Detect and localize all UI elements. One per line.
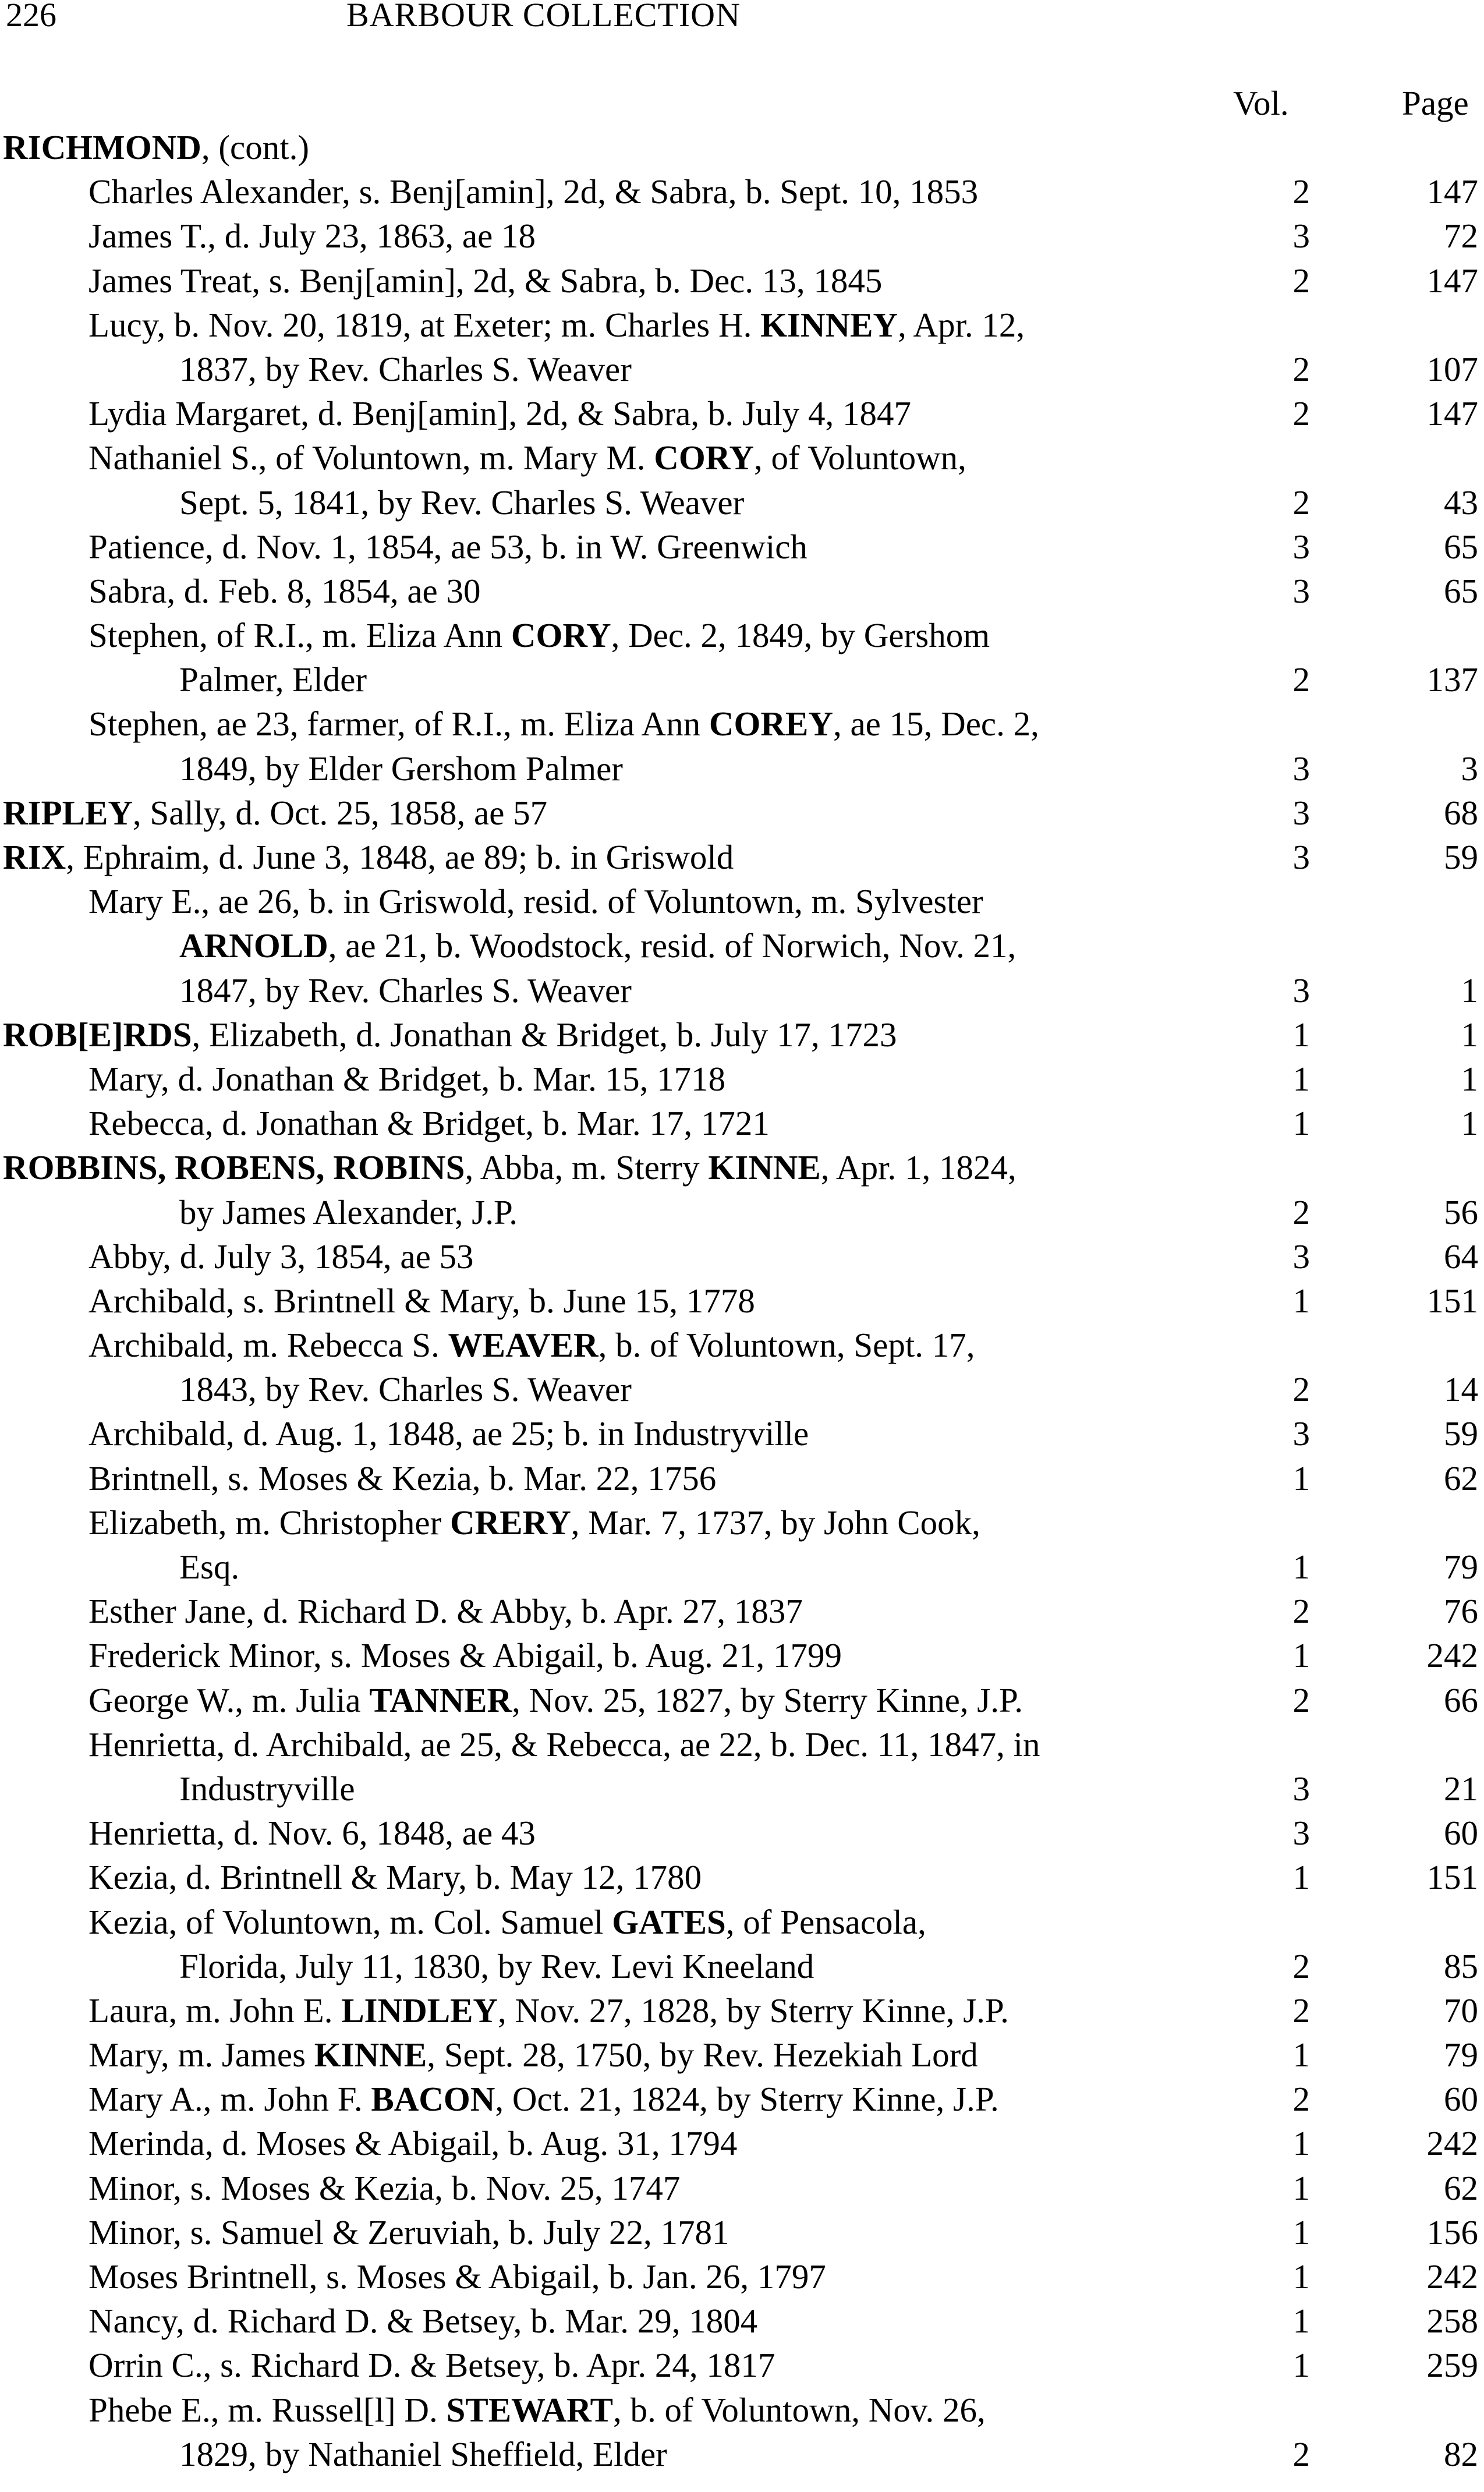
entry-line — [0, 968, 1484, 1013]
entry-text-part: James Treat, s. Benj[amin], 2d, & Sabra, b. Dec. 13, 1845 — [88, 261, 883, 300]
entry-text-part: , Apr. 1, 1824, — [820, 1148, 1017, 1187]
entry-text — [88, 1500, 980, 1545]
entry-text-part: , b. of Voluntown, Nov. 26, — [613, 2390, 986, 2429]
page-reference: 62 — [1444, 1459, 1478, 1498]
entry-text-part: Mary, d. Jonathan & Bridget, b. Mar. 15, 1718 — [88, 1059, 726, 1098]
page-reference: 107 — [1426, 349, 1478, 388]
page-reference: 59 — [1444, 1414, 1478, 1453]
entry-text-part: , of Pensacola, — [725, 1902, 926, 1941]
entry-line — [0, 436, 1484, 480]
page-reference: 151 — [1426, 1281, 1478, 1320]
entry-text-part: Lydia Margaret, d. Benj[amin], 2d, & Sabra, b. July 4, 1847 — [88, 394, 912, 433]
surname-text: RIPLEY — [3, 793, 133, 832]
entry-line — [0, 1900, 1484, 1944]
entry-text-part: Moses Brintnell, s. Moses & Abigail, b. Jan. 26, 1797 — [88, 2257, 826, 2296]
entry-text-part: Henrietta, d. Archibald, ae 25, & Rebecca, ae 22, b. Dec. 11, 1847, in — [88, 1725, 1040, 1764]
page-reference: 3 — [1461, 749, 1478, 788]
entry-text-part: , b. of Voluntown, Sept. 17, — [598, 1326, 975, 1365]
entry-line — [0, 2077, 1484, 2121]
entry-line — [0, 303, 1484, 347]
entry-text-part: , ae 15, Dec. 2, — [833, 705, 1039, 744]
entry-line — [0, 879, 1484, 923]
entry-text — [179, 2432, 667, 2476]
entry-text — [88, 259, 882, 303]
page-reference: 64 — [1444, 1237, 1478, 1276]
page-reference: 258 — [1426, 2302, 1478, 2341]
entry-text-part: Lucy, b. Nov. 20, 1819, at Exeter; m. Charles H. — [88, 305, 761, 344]
entry-text-part: Frederick Minor, s. Moses & Abigail, b. Aug. 21, 1799 — [88, 1636, 842, 1675]
surname-entry-line — [0, 791, 1484, 835]
entry-line — [0, 259, 1484, 303]
entry-line — [0, 569, 1484, 613]
entry-line — [0, 1500, 1484, 1545]
entry-text — [179, 1545, 239, 1589]
page-reference: 82 — [1444, 2434, 1478, 2473]
entry-line — [0, 1633, 1484, 1677]
entry-line — [0, 2121, 1484, 2165]
entry-text-part: Florida, July 11, 1830, by Rev. Levi Kneeland — [179, 1946, 814, 1985]
page-reference: 21 — [1444, 1769, 1478, 1808]
entry-text — [88, 2343, 775, 2387]
entry-text-part: Sept. 5, 1841, by Rev. Charles S. Weaver — [179, 483, 745, 522]
page-reference: 242 — [1426, 2124, 1478, 2163]
volume-number: 3 — [1292, 749, 1310, 788]
entry-line — [0, 169, 1484, 214]
volume-number: 2 — [1292, 1680, 1310, 1719]
page-reference: 65 — [1444, 527, 1478, 566]
entry-line — [0, 347, 1484, 391]
entry-text — [88, 2254, 826, 2299]
surname-text: RICHMOND — [3, 128, 201, 167]
entry-text — [179, 347, 632, 391]
entry-line — [0, 1589, 1484, 1633]
entry-text — [179, 1190, 518, 1234]
volume-number: 2 — [1292, 1592, 1310, 1631]
entry-text-part: Orrin C., s. Richard D. & Betsey, b. Apr. 24, 1817 — [88, 2346, 775, 2385]
entry-text — [88, 1234, 474, 1279]
entry-text-part: Stephen, of R.I., m. Eliza Ann — [88, 616, 511, 655]
entry-text — [88, 1057, 725, 1101]
entry-text — [88, 1456, 716, 1500]
entry-text-part: Esq. — [179, 1548, 240, 1586]
page-header — [0, 0, 1484, 41]
entry-text-part: Merinda, d. Moses & Abigail, b. Aug. 31, 1794 — [88, 2124, 738, 2163]
volume-number: 2 — [1292, 2434, 1310, 2473]
entry-line — [0, 923, 1484, 968]
page-reference: 65 — [1444, 571, 1478, 610]
volume-number: 3 — [1292, 1414, 1310, 1453]
entry-text — [88, 2299, 757, 2343]
page-reference: 1 — [1461, 971, 1478, 1010]
entry-line — [0, 1057, 1484, 1101]
volume-number: 1 — [1292, 2346, 1310, 2385]
entry-text-part: Archibald, d. Aug. 1, 1848, ae 25; b. in Industryville — [88, 1414, 809, 1453]
volume-number: 2 — [1292, 1991, 1310, 2030]
page-reference: 79 — [1444, 1548, 1478, 1586]
surname-text: GATES — [612, 1902, 726, 1941]
entry-text — [88, 613, 990, 657]
entry-line — [0, 1411, 1484, 1456]
entry-text-part: Mary, m. James — [88, 2036, 314, 2075]
entry-text — [88, 1900, 926, 1944]
entry-text — [88, 1811, 536, 1855]
page-reference: 242 — [1426, 2257, 1478, 2296]
volume-number: 3 — [1292, 971, 1310, 1010]
surname-text: BACON — [371, 2080, 495, 2119]
entry-text — [88, 1411, 809, 1456]
entry-text-part: Kezia, of Voluntown, m. Col. Samuel — [88, 1902, 612, 1941]
entry-text — [88, 1279, 755, 1323]
volume-number: 3 — [1292, 571, 1310, 610]
entry-text — [88, 2210, 729, 2254]
volume-number: 1 — [1292, 1281, 1310, 1320]
entry-line — [0, 391, 1484, 436]
entry-text-part: 1837, by Rev. Charles S. Weaver — [179, 349, 632, 388]
entry-text — [88, 1988, 1009, 2033]
entry-text-part: Minor, s. Samuel & Zeruviah, b. July 22, 1781 — [88, 2213, 729, 2252]
entry-text — [88, 214, 536, 258]
entry-text — [88, 525, 807, 569]
entry-text-part: Abby, d. July 3, 1854, ae 53 — [88, 1237, 474, 1276]
entry-line — [0, 2166, 1484, 2210]
volume-number: 2 — [1292, 483, 1310, 522]
entry-text-part: Rebecca, d. Jonathan & Bridget, b. Mar. 17, 1721 — [88, 1104, 770, 1143]
page-reference: 242 — [1426, 1636, 1478, 1675]
page-reference: 156 — [1426, 2213, 1478, 2252]
volume-number: 3 — [1292, 217, 1310, 256]
page-reference: 151 — [1426, 1858, 1478, 1897]
entry-text — [88, 1589, 803, 1633]
entry-text-part: , Apr. 12, — [898, 305, 1025, 344]
volume-number: 2 — [1292, 394, 1310, 433]
entry-text-part: , Ephraim, d. June 3, 1848, ae 89; b. in Griswold — [66, 838, 734, 876]
entry-line — [0, 1367, 1484, 1411]
volume-number: 1 — [1292, 1104, 1310, 1143]
entry-text-part: Brintnell, s. Moses & Kezia, b. Mar. 22, 1756 — [88, 1459, 717, 1498]
volume-number: 1 — [1292, 2036, 1310, 2075]
volume-number: 1 — [1292, 2124, 1310, 2163]
entry-text — [88, 1855, 702, 1899]
entry-list — [0, 125, 1484, 2476]
entry-text-part: , Oct. 21, 1824, by Sterry Kinne, J.P. — [495, 2080, 999, 2119]
page-reference: 85 — [1444, 1946, 1478, 1985]
entry-text-part: 1849, by Elder Gershom Palmer — [179, 749, 623, 788]
entry-text — [179, 480, 744, 525]
entry-line — [0, 1855, 1484, 1899]
entry-line — [0, 1234, 1484, 1279]
surname-text: LINDLEY — [341, 1991, 498, 2030]
page-reference: 72 — [1444, 217, 1478, 256]
surname-entry-line — [0, 1145, 1484, 1190]
page-reference: 60 — [1444, 1814, 1478, 1853]
volume-number: 2 — [1292, 1946, 1310, 1985]
entry-text-part: Nathaniel S., of Voluntown, m. Mary M. — [88, 438, 654, 477]
surname-text: ROBBINS, ROBENS, ROBINS — [3, 1148, 465, 1187]
entry-text-part: , Nov. 25, 1827, by Sterry Kinne, J.P. — [512, 1680, 1023, 1719]
entry-text-part: , (cont.) — [201, 128, 309, 167]
surname-text: CORY — [511, 616, 611, 655]
entry-text-part: , of Voluntown, — [753, 438, 966, 477]
page-reference: 147 — [1426, 394, 1478, 433]
entry-line — [0, 1722, 1484, 1767]
entry-line — [0, 1767, 1484, 1811]
entry-text-part: Phebe E., m. Russel[l] D. — [88, 2390, 447, 2429]
entry-text-part: , Nov. 27, 1828, by Sterry Kinne, J.P. — [498, 1991, 1009, 2030]
entry-text — [179, 657, 367, 702]
entry-text — [88, 1101, 770, 1145]
entry-line — [0, 1190, 1484, 1234]
entry-text — [88, 2121, 737, 2165]
entry-text — [88, 1323, 975, 1367]
page-reference: 62 — [1444, 2168, 1478, 2207]
entry-text — [3, 1013, 897, 1057]
entry-line — [0, 214, 1484, 258]
entry-text-part: by James Alexander, J.P. — [179, 1192, 518, 1231]
surname-text: COREY — [709, 705, 833, 744]
volume-number: 3 — [1292, 838, 1310, 876]
volume-number: 1 — [1292, 2302, 1310, 2341]
entry-text — [88, 2388, 986, 2432]
entry-line — [0, 657, 1484, 702]
entry-text — [88, 1633, 842, 1677]
entry-text-part: Charles Alexander, s. Benj[amin], 2d, & Sabra, b. Sept. 10, 1853 — [88, 172, 979, 211]
surname-text: KINNE — [314, 2036, 427, 2075]
entry-line — [0, 525, 1484, 569]
entry-line — [0, 746, 1484, 791]
volume-number: 1 — [1292, 1636, 1310, 1675]
volume-number: 1 — [1292, 2257, 1310, 2296]
entry-text-part: 1847, by Rev. Charles S. Weaver — [179, 971, 632, 1010]
entry-text-part: Esther Jane, d. Richard D. & Abby, b. Apr. 27, 1837 — [88, 1592, 803, 1631]
entry-line — [0, 2388, 1484, 2432]
entry-text — [88, 2166, 680, 2210]
page-reference: 59 — [1444, 838, 1478, 876]
surname-text: KINNE — [708, 1148, 821, 1187]
entry-text-part: Kezia, d. Brintnell & Mary, b. May 12, 1780 — [88, 1858, 702, 1897]
entry-text — [88, 169, 978, 214]
surname-text: RIX — [3, 838, 66, 876]
entry-text — [179, 1944, 814, 1988]
entry-text — [88, 702, 1039, 746]
entry-line — [0, 2432, 1484, 2476]
entry-line — [0, 1944, 1484, 1988]
surname-text: TANNER — [369, 1680, 512, 1719]
volume-number: 2 — [1292, 660, 1310, 699]
page-reference: 259 — [1426, 2346, 1478, 2385]
entry-line — [0, 480, 1484, 525]
surname-text: WEAVER — [448, 1326, 598, 1365]
entry-line — [0, 2299, 1484, 2343]
volume-number: 1 — [1292, 1548, 1310, 1586]
entry-text-part: Henrietta, d. Nov. 6, 1848, ae 43 — [88, 1814, 536, 1853]
entry-text-part: Elizabeth, m. Christopher — [88, 1503, 450, 1542]
entry-text-part: Stephen, ae 23, farmer, of R.I., m. Eliza Ann — [88, 705, 709, 744]
volume-number: 3 — [1292, 1814, 1310, 1853]
surname-text: STEWART — [446, 2390, 614, 2429]
entry-line — [0, 2343, 1484, 2387]
surname-text: ROB[E]RDS — [3, 1015, 192, 1054]
page-reference: 60 — [1444, 2080, 1478, 2119]
entry-line — [0, 1988, 1484, 2033]
entry-text-part: , Dec. 2, 1849, by Gershom — [611, 616, 990, 655]
entry-text-part: Sabra, d. Feb. 8, 1854, ae 30 — [88, 571, 481, 610]
entry-line — [0, 2254, 1484, 2299]
entry-text-part: , Abba, m. Sterry — [465, 1148, 709, 1187]
surname-text: CORY — [654, 438, 754, 477]
volume-number: 1 — [1292, 1015, 1310, 1054]
entry-text — [179, 923, 1016, 968]
volume-number: 1 — [1292, 2213, 1310, 2252]
entry-text — [88, 1722, 1040, 1767]
entry-line — [0, 1545, 1484, 1589]
entry-text-part: , Mar. 7, 1737, by John Cook, — [571, 1503, 980, 1542]
page-reference: 14 — [1444, 1370, 1478, 1409]
page-reference: 66 — [1444, 1680, 1478, 1719]
page-reference: 56 — [1444, 1192, 1478, 1231]
entry-text-part: 1829, by Nathaniel Sheffield, Elder — [179, 2434, 667, 2473]
surname-entry-line — [0, 125, 1484, 169]
entry-line — [0, 1811, 1484, 1855]
volume-number: 1 — [1292, 1459, 1310, 1498]
volume-number: 2 — [1292, 261, 1310, 300]
entry-line — [0, 1678, 1484, 1722]
entry-line — [0, 2033, 1484, 2077]
volume-number: 3 — [1292, 1237, 1310, 1276]
page-reference: 68 — [1444, 793, 1478, 832]
page-number: 226 — [6, 0, 56, 34]
entry-text-part: Mary E., ae 26, b. in Griswold, resid. of Voluntown, m. Sylvester — [88, 882, 983, 921]
entry-text — [88, 436, 966, 480]
volume-number: 3 — [1292, 1769, 1310, 1808]
entry-text-part: James T., d. July 23, 1863, ae 18 — [88, 217, 536, 256]
entry-text-part: , Sally, d. Oct. 25, 1858, ae 57 — [132, 793, 548, 832]
volume-number: 2 — [1292, 2080, 1310, 2119]
entry-line — [0, 1101, 1484, 1145]
entry-text — [88, 1678, 1023, 1722]
entry-text — [3, 125, 309, 169]
entry-text-part: Laura, m. John E. — [88, 1991, 342, 2030]
entry-text — [88, 303, 1025, 347]
page-reference: 1 — [1461, 1104, 1478, 1143]
entry-line — [0, 702, 1484, 746]
collection-title: BARBOUR COLLECTION — [346, 0, 741, 34]
entry-text-part: , Sept. 28, 1750, by Rev. Hezekiah Lord — [427, 2036, 978, 2075]
entry-text — [179, 968, 632, 1013]
page-column-header: Page — [1402, 84, 1469, 122]
entry-text — [88, 391, 911, 436]
entry-text-part: Archibald, m. Rebecca S. — [88, 1326, 448, 1365]
entry-text-part: , ae 21, b. Woodstock, resid. of Norwich, Nov. 21, — [328, 926, 1017, 965]
entry-text — [88, 569, 480, 613]
entry-text — [88, 2033, 978, 2077]
entry-text-part: Minor, s. Moses & Kezia, b. Nov. 25, 1747 — [88, 2168, 681, 2207]
page-reference: 43 — [1444, 483, 1478, 522]
entry-text-part: Mary A., m. John F. — [88, 2080, 371, 2119]
surname-text: CRERY — [450, 1503, 571, 1542]
entry-line — [0, 1279, 1484, 1323]
entry-text — [179, 746, 623, 791]
entry-text-part: Patience, d. Nov. 1, 1854, ae 53, b. in W. Greenwich — [88, 527, 807, 566]
volume-number: 2 — [1292, 349, 1310, 388]
volume-number: 2 — [1292, 172, 1310, 211]
entry-text — [179, 1767, 355, 1811]
volume-number: 2 — [1292, 1370, 1310, 1409]
volume-number: 3 — [1292, 527, 1310, 566]
entry-text-part: Archibald, s. Brintnell & Mary, b. June 15, 1778 — [88, 1281, 755, 1320]
surname-text: KINNEY — [760, 305, 898, 344]
volume-number: 1 — [1292, 2168, 1310, 2207]
surname-text: ARNOLD — [179, 926, 328, 965]
entry-text — [3, 791, 547, 835]
vol-column-header: Vol. — [1233, 84, 1289, 122]
entry-text-part: George W., m. Julia — [88, 1680, 370, 1719]
page-reference: 79 — [1444, 2036, 1478, 2075]
entry-line — [0, 1456, 1484, 1500]
entry-line — [0, 613, 1484, 657]
entry-text — [179, 1367, 632, 1411]
volume-number: 3 — [1292, 793, 1310, 832]
page-reference: 1 — [1461, 1059, 1478, 1098]
entry-text-part: 1843, by Rev. Charles S. Weaver — [179, 1370, 632, 1409]
page-reference: 147 — [1426, 261, 1478, 300]
volume-number: 1 — [1292, 1059, 1310, 1098]
page-reference: 76 — [1444, 1592, 1478, 1631]
volume-number: 1 — [1292, 1858, 1310, 1897]
surname-entry-line — [0, 1013, 1484, 1057]
surname-entry-line — [0, 835, 1484, 879]
entry-text-part: , Elizabeth, d. Jonathan & Bridget, b. July 17, 1723 — [192, 1015, 897, 1054]
page-reference: 147 — [1426, 172, 1478, 211]
entry-text — [3, 835, 734, 879]
entry-line — [0, 1323, 1484, 1367]
page-reference: 137 — [1426, 660, 1478, 699]
entry-line — [0, 2210, 1484, 2254]
volume-number: 2 — [1292, 1192, 1310, 1231]
entry-text — [88, 2077, 999, 2121]
page-reference: 1 — [1461, 1015, 1478, 1054]
entry-text-part: Palmer, Elder — [179, 660, 367, 699]
entry-text — [3, 1145, 1017, 1190]
entry-text-part: Industryville — [179, 1769, 355, 1808]
entry-text-part: Nancy, d. Richard D. & Betsey, b. Mar. 29, 1804 — [88, 2302, 758, 2341]
page-reference: 70 — [1444, 1991, 1478, 2030]
entry-text — [88, 879, 983, 923]
